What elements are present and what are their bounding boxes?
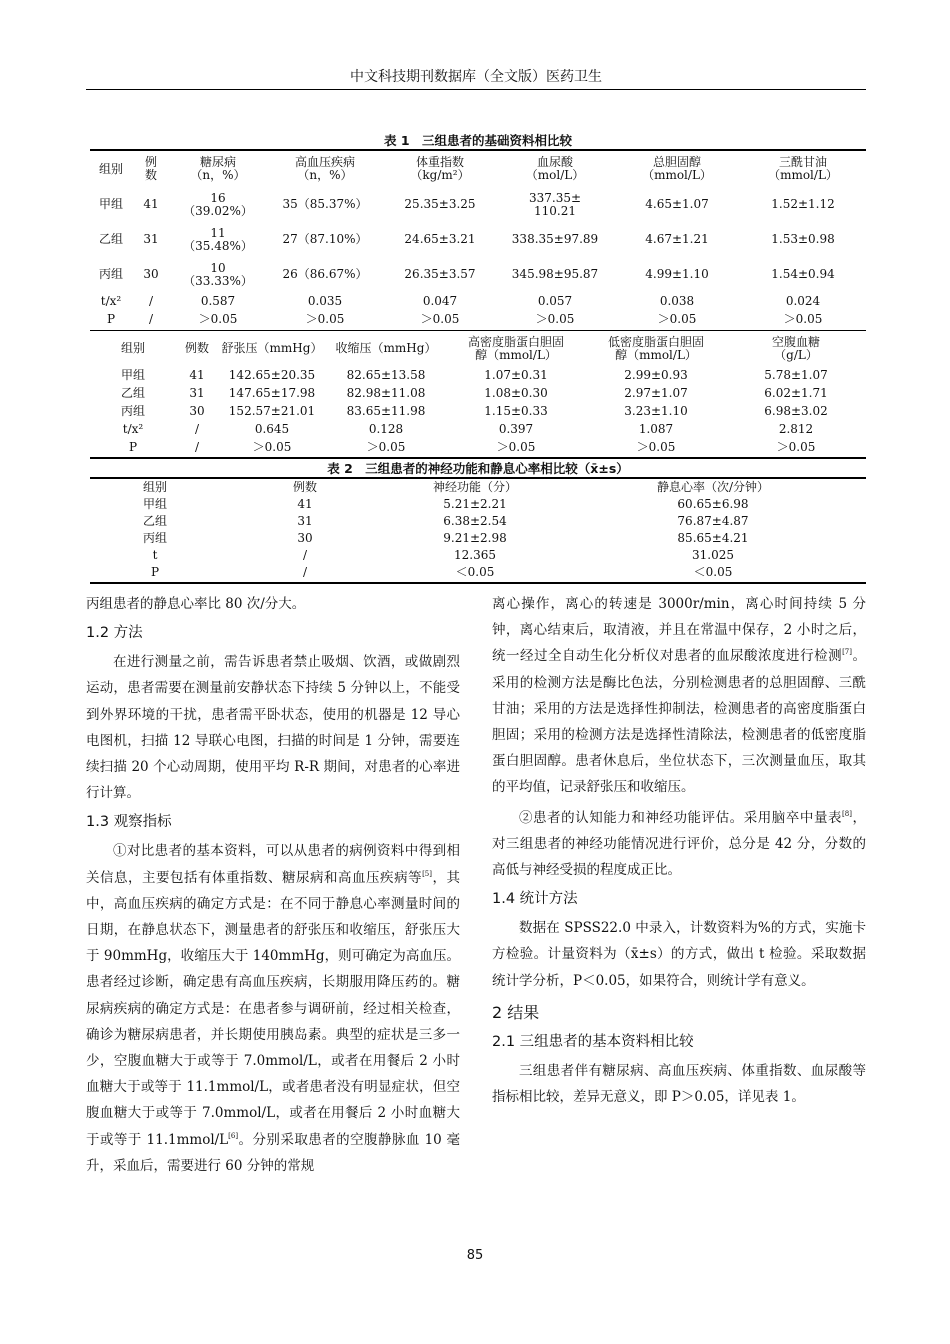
paragraph-observation — [86, 838, 460, 1179]
table-cell — [384, 187, 496, 222]
cell-line: 26（86.67%） — [282, 267, 368, 281]
cell-line: / — [302, 565, 308, 579]
cell-line: 高血压疾病 — [294, 155, 355, 169]
table2-title: 表 2 三组患者的神经功能和静息心率相比较（x̄±s） — [327, 461, 629, 476]
cell-line: 丙组 — [98, 267, 123, 281]
cell-line: / — [194, 439, 200, 454]
cell-line: ＞0.05 — [366, 439, 406, 454]
cell-line: 30 — [297, 531, 313, 545]
table-cell — [560, 530, 866, 547]
cell-line: 345.98±95.87 — [511, 267, 599, 281]
cell-line: 组别 — [120, 341, 145, 355]
cell-line: ＞0.05 — [535, 311, 575, 326]
cell-line: P — [106, 311, 116, 326]
table-cell — [326, 402, 446, 420]
table-cell — [586, 438, 726, 456]
table-cell — [266, 257, 384, 292]
table-cell — [740, 310, 866, 328]
cell-line: 12.365 — [454, 548, 496, 562]
table-cell — [496, 310, 614, 328]
table-cell — [176, 384, 218, 402]
table-cell — [446, 402, 586, 420]
table-cell — [90, 384, 176, 402]
table-cell — [176, 438, 218, 456]
table-cell — [220, 547, 390, 564]
cell-line: 30 — [189, 403, 205, 418]
cell-line: t/x² — [122, 421, 144, 436]
table-cell — [740, 187, 866, 222]
cell-line: 1.08±0.30 — [484, 385, 548, 400]
table-header-cell — [390, 478, 560, 496]
page-number: 85 — [466, 1248, 484, 1263]
table-header-cell — [90, 331, 176, 366]
section-1-3-heading: 1.3 观察指标 — [86, 814, 172, 831]
table-header-cell — [496, 151, 614, 187]
table-cell — [726, 384, 866, 402]
cell-line: 3.23±1.10 — [624, 403, 688, 418]
table-cell — [726, 402, 866, 420]
cell-line: 例数 — [292, 479, 317, 494]
table-header-cell — [266, 151, 384, 187]
cell-line: 30 — [143, 267, 159, 281]
table-cell — [326, 420, 446, 438]
cell-line: 6.02±1.71 — [764, 385, 828, 400]
table-cell — [266, 222, 384, 257]
table1-title: 表 1 三组患者的基础资料相比较 — [383, 133, 573, 148]
table-header-cell — [726, 331, 866, 366]
cell-line: 0.645 — [254, 421, 290, 436]
cell-line: 0.128 — [368, 421, 404, 436]
table-cell — [384, 222, 496, 257]
table-cell — [496, 257, 614, 292]
table-cell — [384, 292, 496, 310]
table-row — [90, 438, 866, 456]
table-cell — [560, 564, 866, 581]
cell-line: 丙组 — [142, 531, 167, 545]
text-run: 离心操作，离心的转速是 3000r/min，离心时间持续 5 分钟，离心结束后，取清液，并且在常温中保存，2 小时之后，统一经过全自动生化分析仪对患者的血尿酸浓度进行检测 — [492, 596, 866, 665]
table-cell — [446, 384, 586, 402]
section-2-1-heading: 2.1 三组患者的基本资料相比较 — [492, 1033, 694, 1050]
table-cell — [176, 420, 218, 438]
cell-line: 4.65±1.07 — [645, 197, 709, 211]
cell-line: 糖尿病 — [199, 155, 236, 169]
table-cell — [560, 496, 866, 513]
table-cell — [170, 222, 266, 257]
cell-line: 丙组 — [120, 403, 145, 418]
cell-line: 0.587 — [200, 293, 236, 308]
table-cell — [726, 420, 866, 438]
cell-line: 85.65±4.21 — [677, 531, 749, 545]
journal-header: 中文科技期刊数据库（全文版）医药卫生 — [350, 69, 602, 85]
table-cell — [614, 310, 740, 328]
cell-line: （35.48%） — [183, 238, 253, 253]
table2-bottom-rule — [90, 582, 866, 584]
citation-8: [8] — [842, 809, 852, 818]
cell-line: 83.65±11.98 — [346, 403, 426, 418]
cell-line: 41 — [189, 367, 205, 382]
cell-line: 27（87.10%） — [282, 232, 368, 246]
table-cell — [220, 530, 390, 547]
table-header-cell — [176, 331, 218, 366]
cell-line: （33.33%） — [183, 273, 253, 288]
table-cell — [218, 420, 326, 438]
table-cell — [614, 257, 740, 292]
text-run: ，其中，高血压疾病的确定方式是：在不同于静息心率测量时间的日期，在静息状态下，测量患者的舒张压和收缩压，舒张压大于 90mmHg，收缩压大于 140mmHg，则可确定为高血压。患者经过诊断，确定患有高血压疾病，长期服用降压药的。糖尿病疾病的确定方式是：在患者参与调研前，经过相关检查，确诊为糖尿病患者，并长期使用胰岛素。典型的症状是三多一少，空腹血糖大于或等于 7.0mmol/L，或者在用餐后 2 小时血糖大于或等于 11.1mmol/L，或者患者没有明显症状，但空腹血糖大于或等于 7.0mmol/L，或者在用餐后 2 小时血糖大于或等于 11.1mmol/L — [86, 869, 461, 1148]
table-header-cell — [326, 331, 446, 366]
cell-line: 60.65±6.98 — [677, 497, 749, 511]
table-cell — [218, 438, 326, 456]
table-row — [90, 530, 866, 547]
table-cell — [90, 257, 132, 292]
cell-line: 5.78±1.07 — [764, 367, 828, 382]
cell-line: 1.15±0.33 — [484, 403, 548, 418]
cell-line: 2.97±1.07 — [624, 385, 688, 400]
table-row — [90, 257, 866, 292]
cell-line: 152.57±21.01 — [228, 403, 316, 418]
table-cell — [266, 187, 384, 222]
table-header-cell — [446, 331, 586, 366]
table-row — [90, 384, 866, 402]
table-cell — [384, 257, 496, 292]
section-1-2-heading: 1.2 方法 — [86, 625, 143, 642]
table-cell — [390, 513, 560, 530]
table-header-cell — [218, 331, 326, 366]
table-cell — [446, 366, 586, 384]
table-cell — [586, 402, 726, 420]
table-cell — [726, 438, 866, 456]
cell-line: 338.35±97.89 — [511, 232, 599, 246]
cell-line: / — [194, 421, 200, 436]
table-row — [90, 564, 866, 581]
cell-line: 甲组 — [98, 197, 123, 211]
cell-line: ＞0.05 — [776, 439, 816, 454]
table-cell — [170, 292, 266, 310]
table-cell — [170, 187, 266, 222]
cell-line: 总胆固醇 — [652, 155, 701, 169]
table-header-row — [90, 151, 866, 187]
cell-line: / — [148, 293, 154, 308]
table-header-cell — [384, 151, 496, 187]
cell-line: 甲组 — [120, 367, 145, 382]
cell-line: 静息心率（次/分钟） — [656, 479, 770, 494]
table-cell — [446, 420, 586, 438]
table-cell — [132, 187, 170, 222]
cell-line: t — [152, 548, 158, 562]
table-cell — [90, 222, 132, 257]
table-row — [90, 187, 866, 222]
cell-line: 高密度脂蛋白胆固 — [467, 334, 564, 349]
table-row — [90, 222, 866, 257]
table-row — [90, 547, 866, 564]
table-cell — [90, 310, 132, 328]
cell-line: 31.025 — [692, 548, 734, 562]
cell-line: 神经功能（分） — [432, 479, 517, 494]
table-cell — [326, 438, 446, 456]
section-1-4-heading: 1.4 统计方法 — [492, 891, 578, 908]
cell-line: 例数 — [184, 341, 209, 355]
table2 — [90, 478, 866, 581]
table-cell — [614, 222, 740, 257]
table-cell — [90, 513, 220, 530]
table-cell — [496, 222, 614, 257]
table-header-cell — [90, 478, 220, 496]
table-cell — [560, 513, 866, 530]
table-header-cell — [614, 151, 740, 187]
table-row — [90, 402, 866, 420]
cell-line: 82.98±11.08 — [346, 385, 426, 400]
paragraph-intro: 丙组患者的静息心率比 80 次/分大。 — [86, 596, 306, 612]
cell-line: （g/L） — [774, 347, 818, 362]
cell-line: 2.99±0.93 — [624, 367, 688, 382]
cell-line: 35（85.37%） — [282, 197, 368, 211]
cell-line: 1.07±0.31 — [484, 367, 548, 382]
table-cell — [496, 292, 614, 310]
cell-line: 24.65±3.21 — [404, 232, 476, 246]
cell-line: 低密度脂蛋白胆固 — [607, 334, 704, 349]
table-cell — [132, 310, 170, 328]
cell-line: ＞0.05 — [636, 439, 676, 454]
citation-5: [5] — [422, 869, 432, 878]
citation-6: [6] — [228, 1131, 239, 1140]
cell-line: ＞0.05 — [496, 439, 536, 454]
cell-line: 体重指数 — [415, 155, 464, 169]
table-cell — [170, 257, 266, 292]
cell-line: 0.057 — [537, 293, 573, 308]
table-cell — [384, 310, 496, 328]
table-cell — [90, 438, 176, 456]
cell-line: 76.87±4.87 — [677, 514, 749, 528]
table-cell — [496, 187, 614, 222]
cell-line: 1.52±1.12 — [771, 197, 835, 211]
cell-line: 41 — [143, 197, 159, 211]
table-cell — [266, 310, 384, 328]
cell-line: ＜0.05 — [455, 565, 495, 579]
table-cell — [390, 547, 560, 564]
table-cell — [90, 402, 176, 420]
cell-line: 4.67±1.21 — [645, 232, 709, 246]
table-row — [90, 513, 866, 530]
text-run: 。采用的检测方法是酶比色法，分别检测患者的总胆固醇、三酰甘油；采用的方法是选择性抑制法，检测患者的高密度脂蛋白胆固；采用的检测方法是选择性清除法，检测患者的低密度脂蛋白胆固醇。患者休息后，坐位状态下，三次测量血压，取其的平均值，记录舒张压和收缩压。 — [492, 648, 867, 796]
cell-line: 82.65±13.58 — [346, 367, 426, 382]
cell-line: ＞0.05 — [198, 311, 238, 326]
table-cell — [740, 257, 866, 292]
cell-line: 血尿酸 — [536, 155, 573, 169]
cell-line: 醇（mmol/L） — [475, 347, 557, 362]
cell-line: 0.035 — [307, 293, 343, 308]
header-rule — [86, 89, 866, 90]
cell-line: 4.99±1.10 — [645, 267, 709, 281]
cell-line: 三酰甘油 — [778, 155, 827, 169]
cell-line: 收缩压（mmHg） — [335, 341, 437, 355]
table-cell — [90, 530, 220, 547]
cell-line: 舒张压（mmHg） — [221, 341, 323, 355]
cell-line: 乙组 — [120, 385, 145, 400]
table-cell — [170, 310, 266, 328]
cell-line: 甲组 — [142, 497, 167, 511]
table-cell — [390, 496, 560, 513]
table-header-cell — [220, 478, 390, 496]
table-cell — [614, 187, 740, 222]
text-run: ②患者的认知能力和神经功能评估。采用脑卒中量表 — [519, 809, 843, 826]
table1-part1 — [90, 151, 866, 328]
cell-line: ＞0.05 — [305, 311, 345, 326]
table-cell — [90, 420, 176, 438]
cell-line: ＜0.05 — [693, 565, 733, 579]
cell-line: 组别 — [98, 161, 123, 176]
cell-line: 1.54±0.94 — [771, 267, 835, 281]
paragraph-results: 三组患者伴有糖尿病、高血压疾病、体重指数、血尿酸等指标相比较，差异无意义，即 P＞0.05，详见表 1。 — [492, 1062, 866, 1106]
table-cell — [218, 402, 326, 420]
text-run: ①对比患者的基本资料，可以从患者的病例资料中得到相关信息，主要包括有体重指数、糖尿病和高血压疾病等 — [86, 843, 460, 886]
table-header-row — [90, 331, 866, 366]
table-cell — [614, 292, 740, 310]
cell-line: 数 — [144, 168, 157, 182]
cell-line: 0.024 — [785, 293, 821, 308]
citation-7: [7] — [842, 648, 852, 657]
cell-line: （mmol/L） — [642, 168, 712, 182]
cell-line: 1.53±0.98 — [771, 232, 835, 246]
cell-line: （n，%） — [190, 168, 246, 182]
cell-line: 11 — [210, 225, 226, 240]
cell-line: （39.02%） — [183, 203, 253, 218]
table-row — [90, 496, 866, 513]
table-cell — [90, 496, 220, 513]
cell-line: P — [150, 565, 160, 579]
table-cell — [740, 292, 866, 310]
cell-line: 乙组 — [142, 514, 167, 528]
cell-line: 0.047 — [422, 293, 458, 308]
table-header-cell — [740, 151, 866, 187]
cell-line: 9.21±2.98 — [443, 531, 507, 545]
table-cell — [132, 257, 170, 292]
table-header-cell — [90, 151, 132, 187]
paragraph-centrifuge — [492, 591, 866, 801]
table-cell — [740, 222, 866, 257]
cell-line: 6.98±3.02 — [764, 403, 828, 418]
cell-line: 142.65±20.35 — [228, 367, 316, 382]
table1-part2 — [90, 331, 866, 456]
table-cell — [220, 513, 390, 530]
cell-line: 5.21±2.21 — [443, 497, 507, 511]
cell-line: （kg/m²） — [410, 168, 470, 182]
table-cell — [560, 547, 866, 564]
table-cell — [446, 438, 586, 456]
cell-line: 31 — [297, 514, 313, 528]
table-cell — [586, 420, 726, 438]
cell-line: 6.38±2.54 — [443, 514, 507, 528]
paragraph-statistics: 数据在 SPSS22.0 中录入，计数资料为%的方式，实施卡方检验。计量资料为（x̄±s）的方式，做出 t 检验。采取数据统计学分析，P＜0.05，如果符合，则统计学有意义。 — [492, 920, 866, 989]
cell-line: 0.397 — [498, 421, 534, 436]
table-cell — [132, 292, 170, 310]
cell-line: （mmol/L） — [768, 168, 838, 182]
table-cell — [266, 292, 384, 310]
table-cell — [390, 530, 560, 547]
cell-line: 醇（mmol/L） — [615, 347, 697, 362]
cell-line: t/x² — [100, 293, 122, 308]
cell-line: 1.087 — [638, 421, 674, 436]
cell-line: 41 — [297, 497, 313, 511]
table-header-row — [90, 478, 866, 496]
cell-line: 337.35± — [528, 190, 582, 205]
section-2-heading: 2 结果 — [492, 1002, 540, 1022]
table-cell — [586, 384, 726, 402]
paragraph-neuro — [492, 805, 866, 884]
cell-line: ＞0.05 — [420, 311, 460, 326]
paragraph-method: 在进行测量之前，需告诉患者禁止吸烟、饮酒，或做剧烈运动，患者需要在测量前安静状态下持续 5 分钟以上，不能受到外界环境的干扰，患者需平卧状态，使用的机器是 12 导心电图机，扫描 12 导联心电图，扫描的时间是 1 分钟，需要连续扫描 20 个心动周期，使用平均 R-R 期间，对患者的心率进行计算。 — [86, 654, 460, 802]
cell-line: 26.35±3.57 — [404, 267, 476, 281]
cell-line: ＞0.05 — [657, 311, 697, 326]
cell-line: （n，%） — [297, 168, 353, 182]
cell-line: 110.21 — [534, 203, 576, 218]
cell-line: 16 — [210, 190, 226, 205]
text-run: 。分别采取患者的空腹静脉血 10 毫升，采血后，需要进行 60 分钟的常规 — [86, 1131, 460, 1174]
table-cell — [390, 564, 560, 581]
text-run: ，对三组患者的神经功能情况进行评价，总分是 42 分，分数的高低与神经受损的程度成正比。 — [492, 809, 867, 879]
cell-line: 例 — [144, 155, 157, 169]
cell-line: 乙组 — [98, 232, 123, 246]
cell-line: ＞0.05 — [252, 439, 292, 454]
left-column — [86, 591, 460, 1179]
table-cell — [90, 564, 220, 581]
table-cell — [326, 384, 446, 402]
cell-line: 147.65±17.98 — [228, 385, 316, 400]
table-cell — [176, 366, 218, 384]
table-cell — [220, 496, 390, 513]
cell-line: ＞0.05 — [783, 311, 823, 326]
table-cell — [90, 547, 220, 564]
table-cell — [132, 222, 170, 257]
table-row — [90, 310, 866, 328]
cell-line: 2.812 — [778, 421, 814, 436]
table-row — [90, 366, 866, 384]
cell-line: / — [302, 548, 308, 562]
table-cell — [218, 366, 326, 384]
cell-line: 31 — [189, 385, 205, 400]
cell-line: 组别 — [142, 479, 167, 494]
table-header-cell — [132, 151, 170, 187]
table-cell — [218, 384, 326, 402]
cell-line: 10 — [210, 260, 226, 275]
cell-line: 31 — [143, 232, 159, 246]
table-header-cell — [170, 151, 266, 187]
table-cell — [586, 366, 726, 384]
cell-line: P — [128, 439, 138, 454]
table-row — [90, 292, 866, 310]
table-cell — [90, 187, 132, 222]
right-column — [492, 591, 866, 1110]
cell-line: / — [148, 311, 154, 326]
table-cell — [90, 292, 132, 310]
cell-line: 25.35±3.25 — [404, 197, 476, 211]
table-cell — [176, 402, 218, 420]
table-header-cell — [586, 331, 726, 366]
cell-line: 0.038 — [659, 293, 695, 308]
table-row — [90, 420, 866, 438]
table-cell — [726, 366, 866, 384]
cell-line: （mol/L） — [525, 168, 585, 182]
table-cell — [326, 366, 446, 384]
cell-line: 空腹血糖 — [771, 334, 820, 349]
table-cell — [90, 366, 176, 384]
table-header-cell — [560, 478, 866, 496]
table-cell — [220, 564, 390, 581]
